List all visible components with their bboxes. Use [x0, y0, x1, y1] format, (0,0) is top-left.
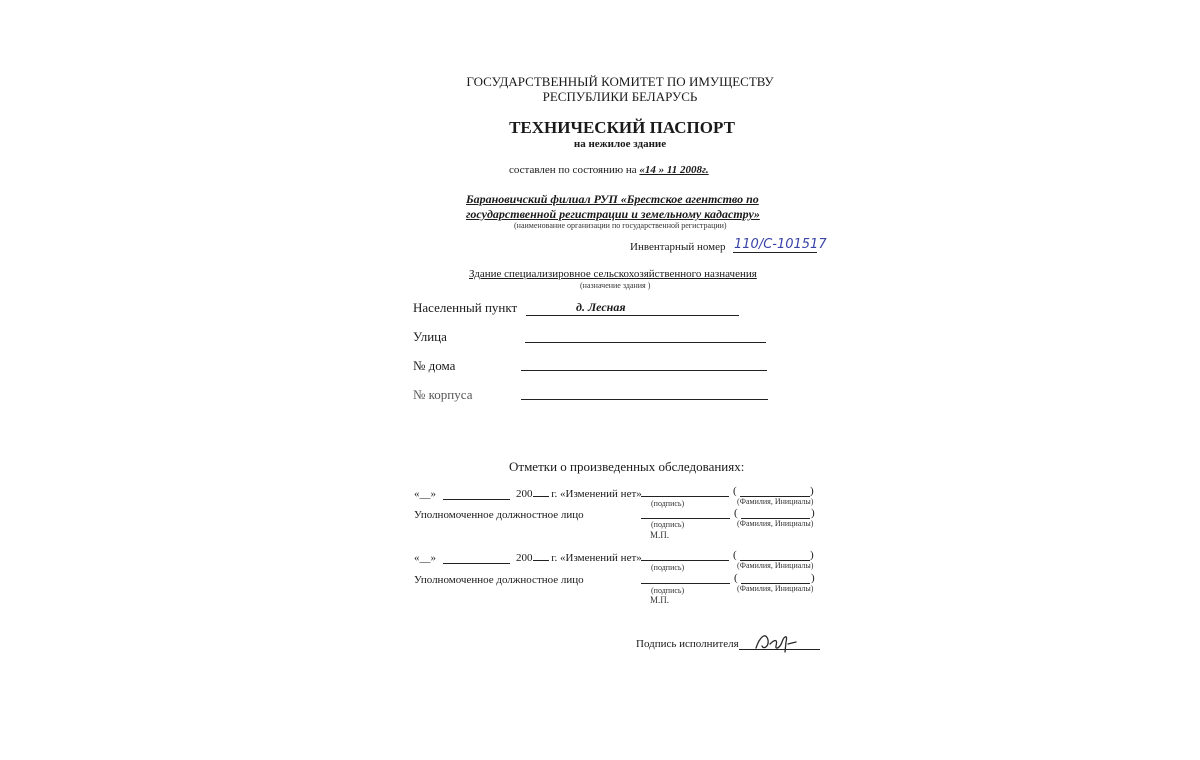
state-date-line: [509, 164, 709, 176]
survey-2-name-paren-close: ): [810, 549, 814, 561]
quote-close: »: [430, 488, 436, 500]
survey-1-signature-caption: (подпись): [651, 499, 685, 508]
survey-2-name-caption: (Фамилия, Инициалы): [737, 561, 814, 570]
street-underline: [525, 342, 766, 343]
survey-2-month-blank: [443, 563, 510, 564]
committee-line-2: РЕСПУБЛИКИ БЕЛАРУСЬ: [542, 89, 698, 104]
survey-1-name-paren-close: ): [810, 485, 814, 497]
survey-1-signature-blank-2: [641, 518, 730, 519]
inventory-underline: [733, 252, 817, 253]
day-blank: __: [419, 488, 431, 500]
survey-2-seal: М.П.: [650, 595, 670, 605]
year-blank: [533, 560, 549, 561]
no-changes-text: г. «Изменений нет»: [551, 488, 642, 500]
document-title: ТЕХНИЧЕСКИЙ ПАСПОРТ: [509, 118, 735, 137]
building-number-label: № корпуса: [413, 387, 473, 402]
survey-1-name-paren-open: (: [733, 485, 737, 497]
survey-1-signature-blank: [641, 496, 729, 497]
house-underline: [521, 370, 767, 371]
survey-1-signature-caption-2: (подпись): [651, 520, 685, 529]
settlement-underline: [526, 315, 739, 316]
survey-2-date-line: [414, 552, 436, 564]
house-label: № дома: [413, 358, 456, 373]
day-blank: __: [419, 552, 431, 564]
survey-2-year-line: [516, 552, 642, 564]
inventory-label: Инвентарный номер: [630, 241, 726, 253]
inventory-value: 110/С-101517: [734, 237, 827, 252]
state-date-prefix: составлен по состоянию на: [509, 164, 637, 176]
year-blank: [533, 496, 549, 497]
committee-line-1: ГОСУДАРСТВЕННЫЙ КОМИТЕТ ПО ИМУЩЕСТВУ: [466, 74, 774, 89]
survey-1-month-blank: [443, 499, 510, 500]
building-purpose: Здание специализировное сельскохозяйственного назначения: [469, 268, 757, 280]
street-label: Улица: [413, 329, 447, 344]
survey-2-signature-caption: (подпись): [651, 563, 685, 572]
quote-open: «: [414, 488, 420, 500]
quote-close: »: [430, 552, 436, 564]
year-prefix: 200: [516, 488, 533, 500]
survey-1-name-caption-2: (Фамилия, Инициалы): [737, 519, 814, 528]
building-number-underline: [521, 399, 768, 400]
surveys-heading: Отметки о произведенных обследованиях:: [509, 459, 745, 474]
survey-2-name-paren-open-2: (: [734, 572, 738, 584]
survey-2-signature-blank-2: [641, 583, 730, 584]
survey-1-name-paren-close-2: ): [811, 507, 815, 519]
survey-2-signature-blank: [641, 560, 729, 561]
survey-1-name-caption: (Фамилия, Инициалы): [737, 497, 814, 506]
survey-1-date-line: [414, 488, 436, 500]
survey-1-year-line: [516, 488, 642, 500]
survey-1-seal: М.П.: [650, 530, 670, 540]
survey-2-name-paren-open: (: [733, 549, 737, 561]
state-date-value: «14 » 11 2008г.: [639, 164, 709, 176]
quote-open: «: [414, 552, 420, 564]
no-changes-text: г. «Изменений нет»: [551, 552, 642, 564]
survey-2-signature-caption-2: (подпись): [651, 586, 685, 595]
building-purpose-caption: (назначение здания ): [580, 281, 651, 290]
organization-line-1: Барановичский филиал РУП «Брестское агентство по: [466, 192, 759, 206]
survey-1-official-label: Уполномоченное должностное лицо: [414, 509, 584, 521]
survey-1-name-paren-open-2: (: [734, 507, 738, 519]
executor-signature-scribble: [752, 628, 800, 656]
year-prefix: 200: [516, 552, 533, 564]
settlement-label: Населенный пункт: [413, 300, 518, 315]
survey-2-name-paren-close-2: ): [811, 572, 815, 584]
organization-caption: (наименование организации по государственной регистрации): [514, 221, 727, 230]
settlement-value: д. Лесная: [576, 300, 626, 314]
survey-2-official-label: Уполномоченное должностное лицо: [414, 574, 584, 586]
executor-signature-label: Подпись исполнителя: [636, 638, 739, 650]
survey-2-name-caption-2: (Фамилия, Инициалы): [737, 584, 814, 593]
organization-line-2: государственной регистрации и земельному кадастру»: [466, 207, 760, 221]
document-subtitle: на нежилое здание: [573, 138, 667, 150]
